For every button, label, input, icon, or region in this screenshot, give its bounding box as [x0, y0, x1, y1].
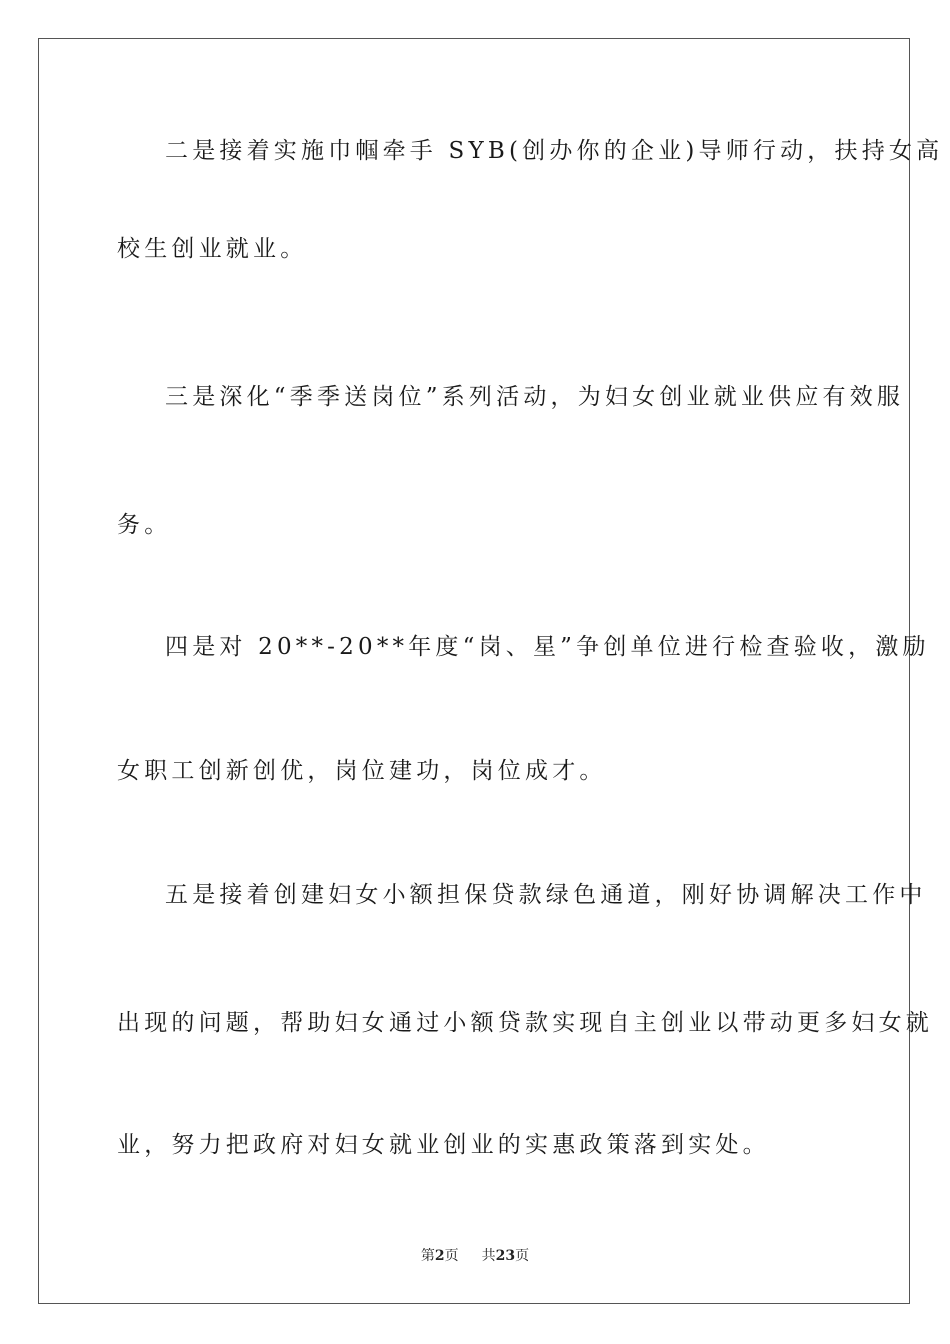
total-suffix: 页	[515, 1248, 530, 1264]
paragraph-3-line-1: 三是深化“季季送岗位”系列活动，为妇女创业就业供应有效服	[165, 384, 905, 410]
page-border	[38, 38, 910, 1304]
page-footer	[0, 1245, 950, 1265]
paragraph-2-line-1: 二是接着实施巾帼牵手 SYB(创办你的企业)导师行动，扶持女高	[165, 138, 944, 164]
paragraph-5-line-1: 五是接着创建妇女小额担保贷款绿色通道，刚好协调解决工作中	[165, 882, 927, 908]
page-suffix: 页	[444, 1248, 459, 1264]
paragraph-5-line-3: 业，努力把政府对妇女就业创业的实惠政策落到实处。	[117, 1132, 770, 1158]
paragraph-4-line-1: 四是对 20**-20**年度“岗、星”争创单位进行检查验收，激励	[165, 634, 930, 660]
total-pages: 23	[495, 1248, 516, 1264]
paragraph-5-line-2: 出现的问题，帮助妇女通过小额贷款实现自主创业以带动更多妇女就	[117, 1010, 933, 1036]
page-number: 2	[434, 1248, 445, 1264]
paragraph-4-line-2: 女职工创新创优，岗位建功，岗位成才。	[117, 758, 607, 784]
page-prefix: 第	[420, 1248, 435, 1264]
total-prefix: 共	[481, 1248, 496, 1264]
paragraph-3-line-2: 务。	[117, 512, 172, 538]
paragraph-2-line-2: 校生创业就业。	[117, 236, 308, 262]
